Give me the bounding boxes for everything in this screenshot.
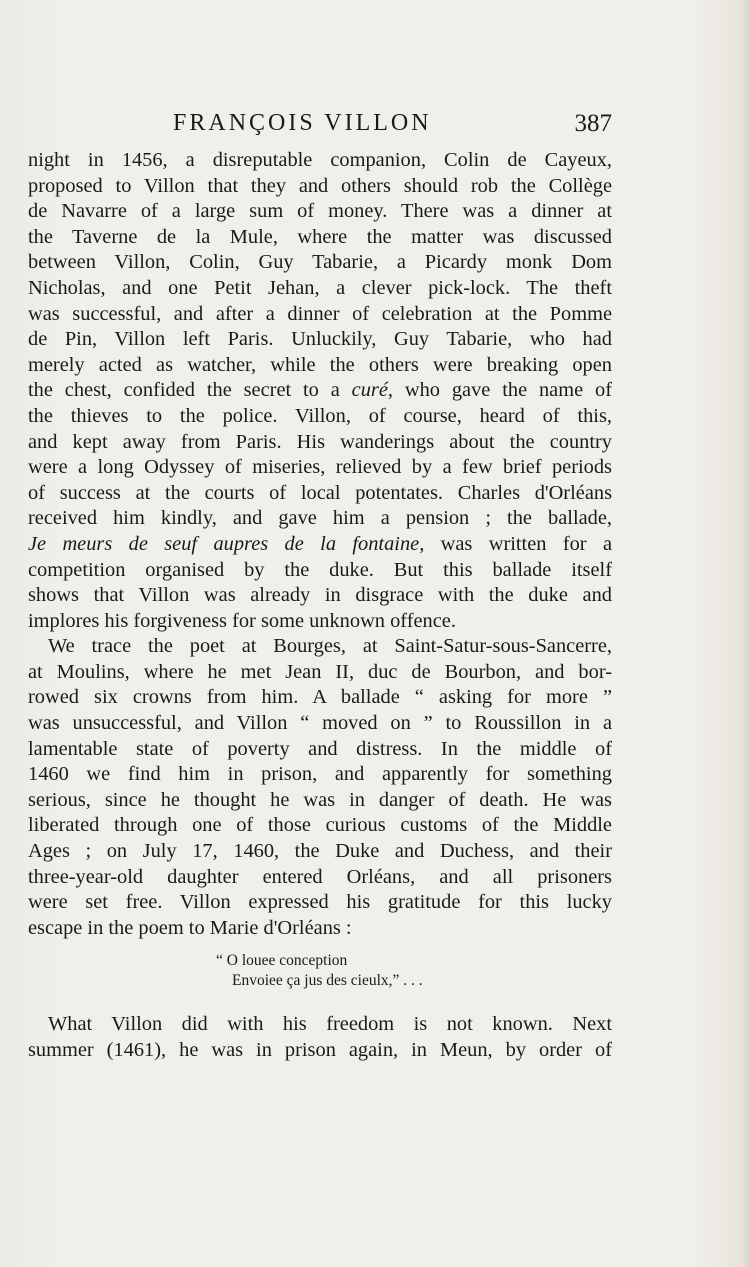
text-line: three-year-old daughter entered Orléans, and all prisoners bbox=[28, 865, 612, 888]
text-line: rowed six crowns from him. A ballade “ asking for more ” bbox=[28, 686, 612, 709]
text-line: implores his forgiveness for some unknown offence. bbox=[28, 609, 456, 632]
text-line: Nicholas, and one Petit Jehan, a clever pick-lock. The theft bbox=[28, 276, 612, 299]
text-line: lamentable state of poverty and distress. In the middle of bbox=[28, 737, 612, 760]
body-text-continued bbox=[28, 1012, 612, 1063]
text-line: liberated through one of those curious customs of the Middle bbox=[28, 814, 612, 837]
text-line: de Pin, Villon left Paris. Unluckily, Guy Tabarie, who had bbox=[28, 328, 612, 351]
page-number: 387 bbox=[574, 110, 612, 137]
text-line: and kept away from Paris. His wanderings about the country bbox=[28, 430, 612, 453]
text-line: competition organised by the duke. But this ballade itself bbox=[28, 558, 612, 581]
italic-title: Je meurs de seuf aupres de la fontaine, bbox=[28, 532, 425, 555]
text-line: the thieves to the police. Villon, of course, heard of this, bbox=[28, 404, 612, 427]
text-line: 1460 we find him in prison, and apparently for something bbox=[28, 763, 612, 786]
running-title: FRANÇOIS VILLON bbox=[173, 110, 432, 136]
text-line: escape in the poem to Marie d'Orléans : bbox=[28, 916, 352, 939]
text-line: night in 1456, a disreputable companion, Colin de Cayeux, bbox=[28, 149, 612, 171]
text-line: Ages ; on July 17, 1460, the Duke and Duchess, and their bbox=[28, 840, 612, 863]
text-segment: was written for a bbox=[424, 532, 612, 555]
text-line: was successful, and after a dinner of celebration at the Pomme bbox=[28, 302, 612, 325]
text-line: was unsuccessful, and Villon “ moved on ” to Roussillon in a bbox=[28, 712, 612, 735]
text-line: de Navarre of a large sum of money. There was a dinner at bbox=[28, 200, 612, 223]
text-line: summer (1461), he was in prison again, in Meun, by order of bbox=[28, 1038, 612, 1061]
text-line: proposed to Villon that they and others should rob the Collège bbox=[28, 174, 612, 197]
verse-quote bbox=[216, 951, 516, 991]
text-line: shows that Villon was already in disgrace with the duke and bbox=[28, 584, 612, 607]
text-segment: the chest, confided the secret to a bbox=[28, 379, 352, 402]
quote-line: “ O louee conception bbox=[216, 952, 348, 969]
text-line: were a long Odyssey of miseries, relieved by a few brief periods bbox=[28, 456, 612, 479]
text-line bbox=[28, 532, 612, 558]
text-line: What Villon did with his freedom is not known. Next bbox=[48, 1013, 612, 1035]
page-edge-shadow bbox=[740, 0, 750, 1267]
running-head bbox=[28, 110, 612, 142]
quote-line: Envoiee ça jus des cieulx,” . . . bbox=[232, 972, 423, 989]
text-line: the Taverne de la Mule, where the matter was discussed bbox=[28, 225, 612, 248]
italic-word: curé, bbox=[351, 379, 394, 402]
text-line: received him kindly, and gave him a pension ; the ballade, bbox=[28, 507, 612, 530]
text-line: merely acted as watcher, while the others were breaking open bbox=[28, 353, 612, 376]
text-line: serious, since he thought he was in danger of death. He was bbox=[28, 788, 612, 811]
text-line bbox=[28, 378, 612, 404]
body-text bbox=[28, 148, 612, 941]
text-line: of success at the courts of local potentates. Charles d'Orléans bbox=[28, 481, 612, 504]
text-segment: who gave the name of bbox=[393, 379, 612, 402]
text-line: between Villon, Colin, Guy Tabarie, a Picardy monk Dom bbox=[28, 251, 612, 274]
text-line: at Moulins, where he met Jean II, duc de Bourbon, and bor- bbox=[28, 660, 612, 683]
text-line: We trace the poet at Bourges, at Saint-Satur-sous-Sancerre, bbox=[48, 635, 612, 658]
text-line: were set free. Villon expressed his gratitude for this lucky bbox=[28, 891, 612, 914]
